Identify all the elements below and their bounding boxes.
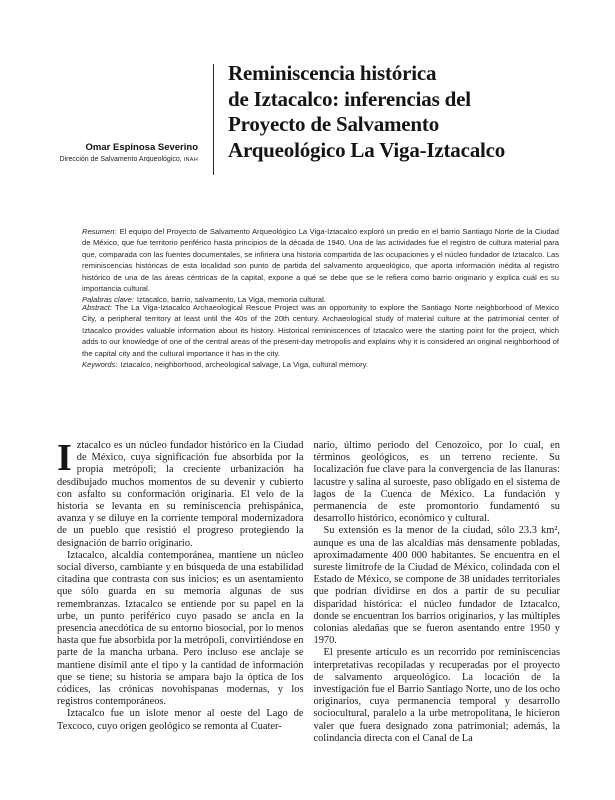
affiliation-org: INAH bbox=[183, 157, 198, 163]
body-paragraph-1-text: ztacalco es un núcleo fundador histórico en la Ciudad de México, cuya significación fue absorbida por la propia metrópoli; la creciente urbanización ha desdibujado muchos momentos de su devenir y cubierto con asfalto su conformación originaria. El velo de la historia se levanta en su reminiscencia prehispánica, avanza y se diluye en la corriente temporal modernizadora de un pueblo que resistió el progreso protegiendo la designación de barrio originario. bbox=[57, 440, 304, 549]
keywords-line bbox=[82, 359, 559, 370]
body-column-1 bbox=[57, 437, 304, 745]
keywords-text: Iztacalco, neighborhood, archeological salvage, La Viga, cultural memory. bbox=[120, 360, 368, 370]
resumen-label: Resumen: bbox=[82, 227, 117, 236]
keywords-label: Keywords: bbox=[82, 360, 118, 370]
author-block bbox=[18, 142, 198, 166]
body-column-2 bbox=[314, 440, 561, 745]
body-columns bbox=[57, 437, 560, 745]
article-title-line-3: Proyecto de Salvamento bbox=[228, 112, 440, 136]
body-paragraph-2: Iztacalco, alcaldía contemporánea, mantiene un núcleo social diverso, cambiante y en búsqueda de una estabilidad citadina que contrasta con sus inicios; es un asentamiento que sólo guarda en su memoria algunas de sus remembranzas. Iztacalco se entiende por su papel en la urbe, un punto periférico cuyo pasado se ancla en la presencia anecdótica de su entorno biosocial, por lo menos hasta que fue absorbida por la metrópoli, convirtiéndose en parte de la mancha urbana. Pero incluso ese anclaje se mantiene disímil ante el tipo y la cantidad de información que se tiene; su historia se ampara bajo la óptica de los códices, las crónicas novohispanas modernas, y los registros contemporáneos. bbox=[57, 549, 304, 708]
affiliation-text: Dirección de Salvamento Arqueológico, bbox=[59, 156, 184, 163]
author-name: Omar Espinosa Severino bbox=[85, 142, 198, 153]
abstract-section bbox=[82, 302, 559, 370]
dropcap: I bbox=[57, 437, 72, 479]
body-paragraph-1 bbox=[57, 437, 304, 550]
article-title-line-1: Reminiscencia histórica bbox=[228, 61, 437, 85]
resumen-text: El equipo del Proyecto de Salvamento Arqueológico La Viga-Iztacalco exploró un predio en el barrio Santiago Norte de la Ciudad de México, que fue territorio periférico hasta principios de la década de 1940. Una de las actividades fue el registro de cultura material para que, comparada con las fuentes documentales, se infiriera una historia compartida de las ocupaciones y el núcleo fundador de Iztacalco. Las reminiscencias históricas de esta localidad son punto de partida del salvamento arqueológico, que aporta información inédita al registro histórico de una de las áreas céntricas de la capital, expone a qué se debe que se le refiera como barrio originario y explica cuál es su importancia cultural. bbox=[82, 227, 559, 294]
body-paragraph-5: Su extensión es la menor de la ciudad, sólo 23.3 km², aunque es una de las alcaldías más densamente pobladas, aproximadamente 400 000 habitantes. Se encuentra en el sureste limítrofe de la Ciudad de México, colindada con el Estado de México, se compone de 38 unidades territoriales que podrían dividirse en dos a partir de su peculiar disparidad histórica: el núcleo fundador de Iztacalco, donde se encuentran los barrios originarios, y las múltiples colonias aledañas que se fueron asentando entre 1950 y 1970. bbox=[313, 525, 560, 647]
resumen-section bbox=[82, 226, 559, 306]
article-title-line-4: Arqueológico La Viga-Iztacalco bbox=[228, 137, 506, 162]
article-title-line-2: de Iztacalco: inferencias del bbox=[228, 86, 471, 111]
abstract-paragraph bbox=[82, 302, 559, 359]
palabras-clave-text: Iztacalco, barrio, salvamento, La Viga, memoria cultural. bbox=[136, 295, 326, 305]
body-paragraph-3: Iztacalco fue un islote menor al oeste del Lago de Texcoco, cuyo origen geológico se remonta al Cuater- bbox=[57, 708, 304, 732]
abstract-label: Abstract: bbox=[82, 303, 112, 312]
body-paragraph-6: El presente artículo es un recorrido por reminiscencias interpretativas recopiladas y recuperadas por el proyecto de salvamento arqueológico. La locación de la investigación fue el Barrio Santiago Norte, uno de los ocho originarios, cuya permanencia temporal y desarrollo sociocultural, paralelo a la urbe metropolitana, le hicieron valer que fuera designado zona patrimonial; además, la colindancia directa con el Canal de La bbox=[313, 647, 560, 744]
resumen-paragraph bbox=[82, 226, 559, 294]
palabras-clave-label: Palabras clave: bbox=[82, 295, 134, 305]
article-title bbox=[228, 61, 573, 163]
author-affiliation bbox=[18, 154, 198, 166]
header-vertical-rule bbox=[213, 64, 214, 175]
body-paragraph-4: nario, último periodo del Cenozoico, por lo cual, en términos geológicos, es un terreno reciente. Su localización fue clave para la convergencia de las llanuras: lacustre y salina al suroeste, paso obligado en el sistema de lagos de la Cuenca de México. La fundación y permanencia de este promontorio fundamentó su desarrollo histórico, económico y cultural. bbox=[313, 440, 560, 525]
abstract-text: The La Viga-Iztacalco Archaeological Rescue Project was an opportunity to explore the Santiago Norte neighborhood of Mexico City, a peripheral territory at least until the 40s of the 20th century. Archaeological study of material culture at the patrimonial center of Iztacalco provides valuable information about its history. Historical reminiscences of Iztacalco were the starting point for the project, which adds to our knowledge of one of the central areas of the present-day metropolis and explains why it is considered an original neighborhood of the capital city and the cultural importance it has in the city. bbox=[82, 303, 559, 358]
